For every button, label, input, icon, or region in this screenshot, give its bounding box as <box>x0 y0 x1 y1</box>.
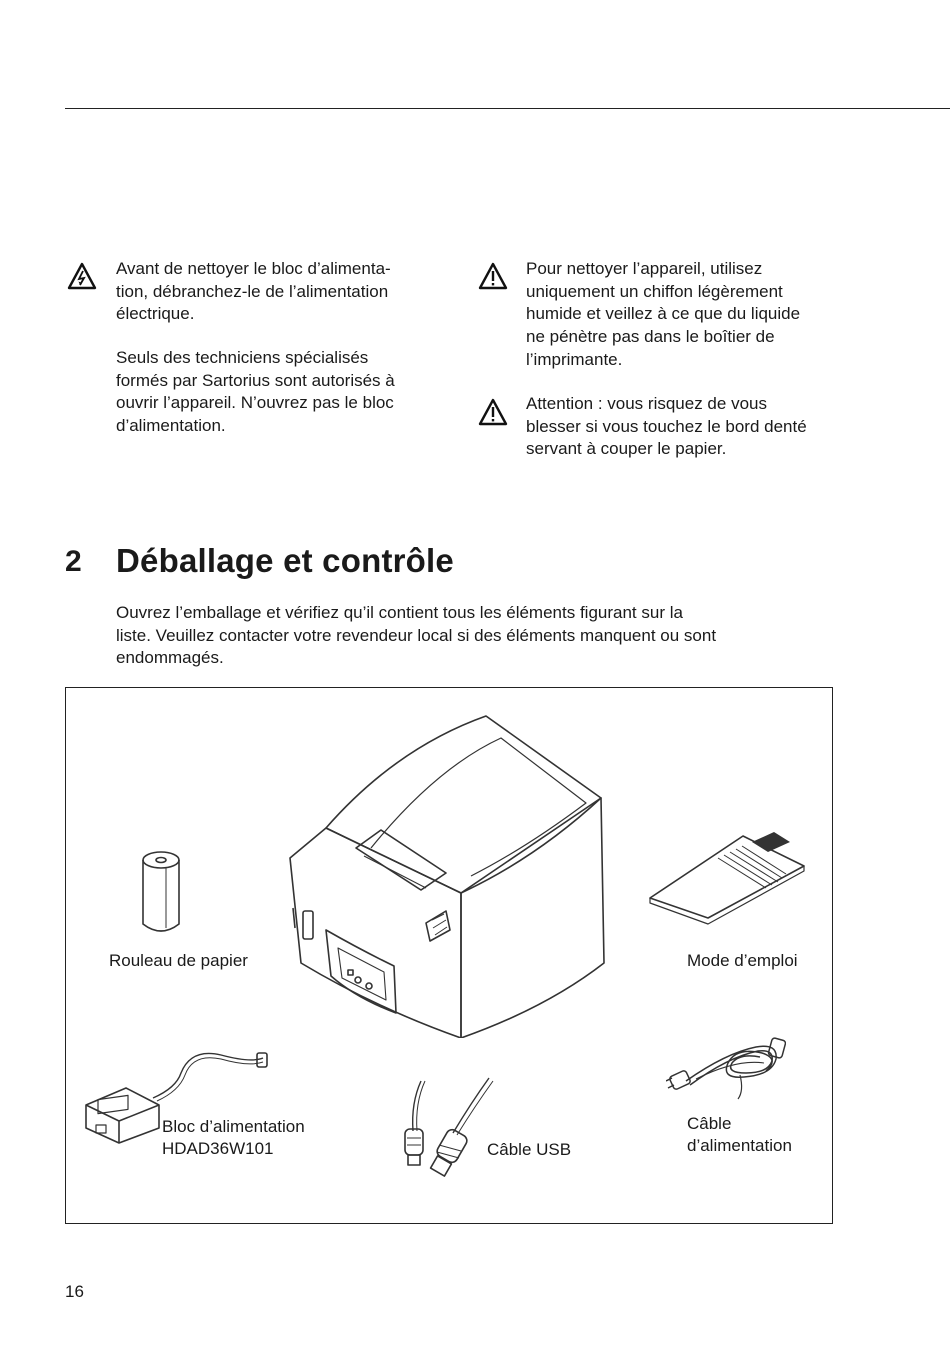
package-contents-figure <box>65 687 833 1224</box>
warning-text-technicians: Seuls des techniciens spécialisés formés par Sartorius sont autorisés à ouvrir l’appareil. N’ouvrez pas le bloc d’alimentation. <box>116 348 395 436</box>
electric-hazard-icon <box>67 262 97 290</box>
warning-icon <box>478 398 508 426</box>
warning-text-cutter: Attention : vous risquez de vous blesser si vous touchez le bord denté servant à couper le papier. <box>526 394 807 459</box>
label-power-cable: Câble d’alimentation <box>687 1114 792 1155</box>
manual-icon <box>648 828 808 928</box>
section-number: 2 <box>65 545 82 578</box>
label-power-supply: Bloc d’alimentation HDAD36W101 <box>162 1117 305 1158</box>
section-intro: Ouvrez l’emballage et vérifiez qu’il contient tous les éléments figurant sur la liste. Veuillez contacter votre revendeur local si des éléments manquent ou sont endommagés. <box>116 603 717 668</box>
warning-text-cleaning: Pour nettoyer l’appareil, utilisez uniquement un chiffon légèrement humide et veillez à ce que du liquide ne pénètre pas dans le boîtier de l’imprimante. <box>526 259 801 369</box>
warning-text-power-cleaning: Avant de nettoyer le bloc d’alimenta- tion, débranchez-le de l’alimentation électrique. <box>116 259 391 324</box>
label-manual: Mode d’emploi <box>687 951 798 970</box>
header-rule <box>65 108 950 109</box>
section-title: Déballage et contrôle <box>116 542 454 579</box>
printer-illustration <box>286 708 616 1038</box>
label-paper-roll: Rouleau de papier <box>109 951 248 970</box>
warning-icon <box>478 262 508 290</box>
page-number: 16 <box>65 1282 84 1301</box>
usb-cable-icon <box>391 1073 501 1183</box>
label-usb-cable: Câble USB <box>487 1140 572 1159</box>
power-cable-icon <box>666 1033 786 1103</box>
paper-roll-icon <box>136 848 186 938</box>
